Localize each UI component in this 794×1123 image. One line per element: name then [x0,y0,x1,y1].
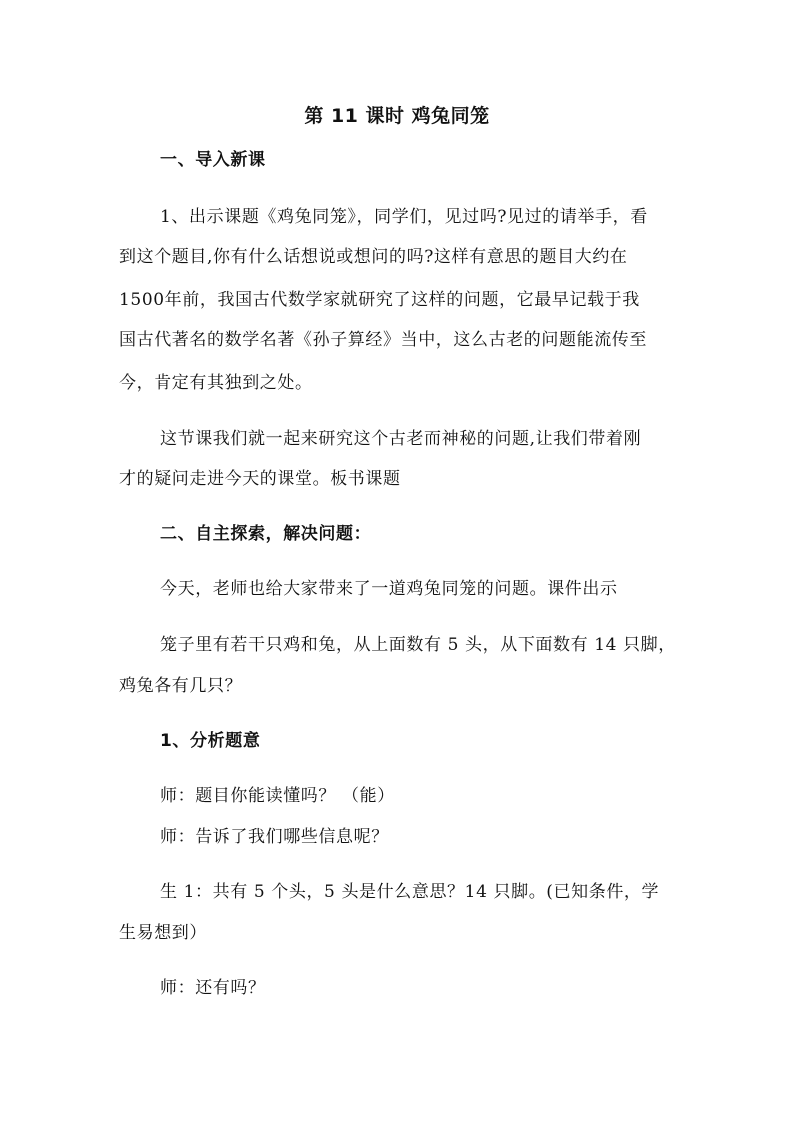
problem-line: 笼子里有若干只鸡和兔，从上面数有 5 头，从下面数有 14 只脚， [160,635,676,655]
paragraph-line: 才的疑问走进今天的课堂。板书课题 [119,469,401,489]
page-title: 第 11 课时 鸡兔同笼 [304,105,490,127]
dialogue-line: 生 1：共有 5 个头，5 头是什么意思？14 只脚。(已知条件，学 [160,882,660,902]
paragraph-line: 今，肯定有其独到之处。 [119,373,313,393]
section-heading-intro: 一、导入新课 [160,150,266,170]
paragraph-line: 今天，老师也给大家带来了一道鸡兔同笼的问题。课件出示 [160,579,618,599]
paragraph-line: 1、出示课题《鸡兔同笼》，同学们，见过吗?见过的请举手，看 [160,207,648,227]
paragraph-line: 国古代著名的数学名著《孙子算经》当中，这么古老的问题能流传至 [119,330,647,350]
paragraph-line: 到这个题目,你有什么话想说或想问的吗?这样有意思的题目大约在 [119,247,628,267]
paragraph-line: 这节课我们就一起来研究这个古老而神秘的问题,让我们带着刚 [160,429,642,449]
dialogue-line: 师：告诉了我们哪些信息呢？ [160,827,389,847]
dialogue-line: 生易想到） [119,923,207,943]
paragraph-line: 1500年前，我国古代数学家就研究了这样的问题，它最早记载于我 [119,290,640,310]
sub-heading-analysis: 1、分析题意 [160,731,261,751]
dialogue-line: 师：还有吗？ [160,978,266,998]
section-heading-explore: 二、自主探索，解决问题： [160,524,372,544]
problem-line: 鸡兔各有几只？ [119,676,243,696]
dialogue-line: 师：题目你能读懂吗？ （能） [160,786,395,806]
